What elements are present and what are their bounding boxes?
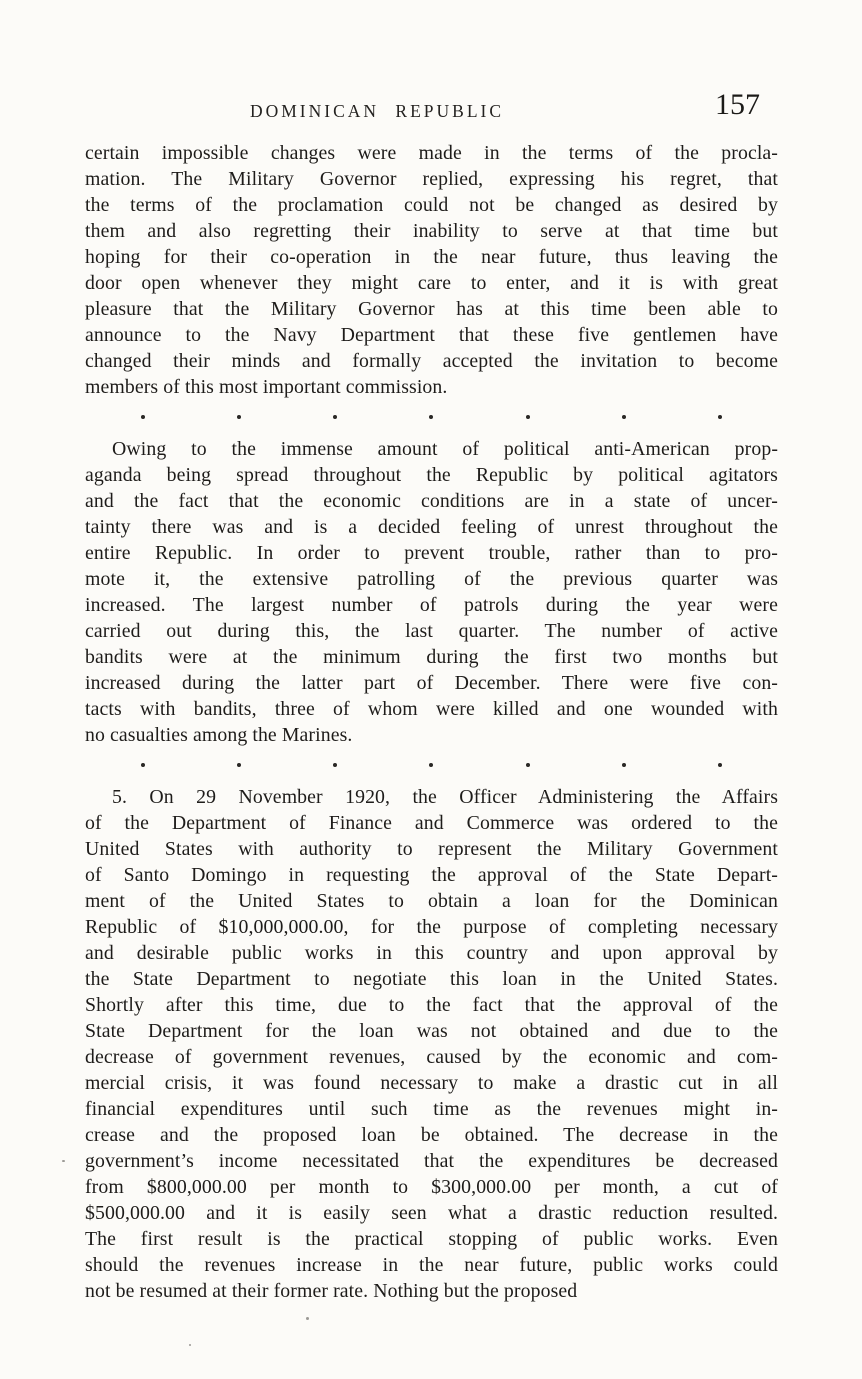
text-line: and desirable public works in this country and upon approval by <box>85 942 778 964</box>
text-line: carried out during this, the last quarter. The number of active <box>85 620 778 642</box>
separator-dot <box>237 763 241 767</box>
text-line: should the revenues increase in the near future, public works could <box>85 1254 778 1276</box>
separator-dot <box>141 415 145 419</box>
separator-dot <box>333 763 337 767</box>
text-line: government’s income necessitated that the expenditures be decreased <box>85 1150 778 1172</box>
text-line: decrease of government revenues, caused by the economic and com- <box>85 1046 778 1068</box>
text-line: from $800,000.00 per month to $300,000.00 per month, a cut of <box>85 1176 778 1198</box>
section-separator <box>85 752 778 778</box>
text-line: 5. On 29 November 1920, the Officer Administering the Affairs <box>112 786 778 808</box>
text-line: of the Department of Finance and Commerce was ordered to the <box>85 812 778 834</box>
separator-dot <box>333 415 337 419</box>
text-line: aganda being spread throughout the Republic by political agitators <box>85 464 778 486</box>
text-line: the terms of the proclamation could not be changed as desired by <box>85 194 778 216</box>
text-line: financial expenditures until such time as the revenues might in- <box>85 1098 778 1120</box>
text-line: and the fact that the economic conditions are in a state of uncer- <box>85 490 778 512</box>
text-line: crease and the proposed loan be obtained. The decrease in the <box>85 1124 778 1146</box>
text-line: door open whenever they might care to enter, and it is with great <box>85 272 778 294</box>
text-line: members of this most important commission. <box>85 376 448 398</box>
text-line: of Santo Domingo in requesting the approval of the State Depart- <box>85 864 778 886</box>
text-line: no casualties among the Marines. <box>85 724 353 746</box>
text-line: Owing to the immense amount of political anti-American prop- <box>112 438 778 460</box>
paragraph <box>85 436 778 748</box>
page-number: 157 <box>715 88 760 121</box>
separator-dot <box>237 415 241 419</box>
text-line: mote it, the extensive patrolling of the previous quarter was <box>85 568 778 590</box>
separator-dot <box>718 415 722 419</box>
text-line: tainty there was and is a decided feeling of unrest throughout the <box>85 516 778 538</box>
scan-speck <box>306 1317 309 1320</box>
text-line: not be resumed at their former rate. Nothing but the proposed <box>85 1280 578 1302</box>
text-line: bandits were at the minimum during the first two months but <box>85 646 778 668</box>
text-line: The first result is the practical stopping of public works. Even <box>85 1228 778 1250</box>
text-line: Republic of $10,000,000.00, for the purpose of completing necessary <box>85 916 778 938</box>
paragraph <box>85 784 778 1304</box>
separator-dot <box>141 763 145 767</box>
text-line: entire Republic. In order to prevent trouble, rather than to pro- <box>85 542 778 564</box>
text-line: increased during the latter part of December. There were five con- <box>85 672 778 694</box>
text-line: them and also regretting their inability to serve at that time but <box>85 220 778 242</box>
text-line: United States with authority to represent the Military Government <box>85 838 778 860</box>
separator-dot <box>429 415 433 419</box>
text-block <box>85 140 778 1304</box>
text-line: pleasure that the Military Governor has at this time been able to <box>85 298 778 320</box>
text-line: the State Department to negotiate this loan in the United States. <box>85 968 778 990</box>
text-line: increased. The largest number of patrols during the year were <box>85 594 778 616</box>
separator-dot <box>429 763 433 767</box>
separator-dot <box>622 763 626 767</box>
separator-dot <box>526 415 530 419</box>
text-line: hoping for their co-operation in the near future, thus leaving the <box>85 246 778 268</box>
text-line: ment of the United States to obtain a loan for the Dominican <box>85 890 778 912</box>
separator-dot <box>526 763 530 767</box>
section-separator <box>85 404 778 430</box>
text-line: mercial crisis, it was found necessary to make a drastic cut in all <box>85 1072 778 1094</box>
separator-dot <box>718 763 722 767</box>
scan-speck <box>62 1160 65 1162</box>
text-line: Shortly after this time, due to the fact that the approval of the <box>85 994 778 1016</box>
text-line: $500,000.00 and it is easily seen what a drastic reduction resulted. <box>85 1202 778 1224</box>
text-line: certain impossible changes were made in the terms of the procla- <box>85 142 778 164</box>
paragraph <box>85 140 778 400</box>
text-line: announce to the Navy Department that these five gentlemen have <box>85 324 778 346</box>
scan-speck <box>189 1344 191 1346</box>
text-line: tacts with bandits, three of whom were killed and one wounded with <box>85 698 778 720</box>
running-title: DOMINICAN REPUBLIC <box>249 101 505 121</box>
text-line: changed their minds and formally accepted the invitation to become <box>85 350 778 372</box>
separator-dot <box>622 415 626 419</box>
text-line: State Department for the loan was not obtained and due to the <box>85 1020 778 1042</box>
text-line: mation. The Military Governor replied, expressing his regret, that <box>85 168 778 190</box>
